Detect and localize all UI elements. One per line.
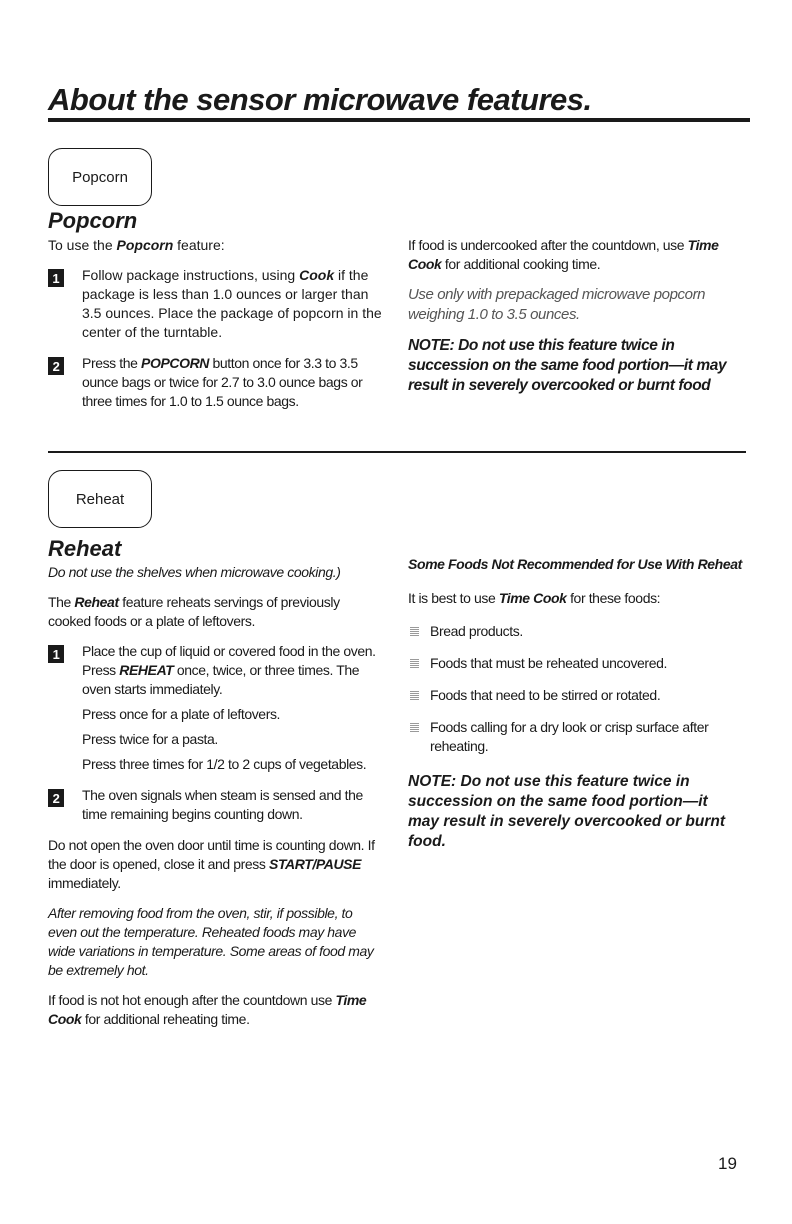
popcorn-step-1-text: Follow package instructions, using Cook if the package is less than 1.0 ounces or larger than 3.5 ounces. Place the package of popcorn in the center of the turntable. — [82, 267, 382, 340]
popcorn-note: NOTE: Do not use this feature twice in succession on the same food portion—it may result in severely overcooked or burnt food — [408, 337, 727, 394]
popcorn-intro: To use the Popcorn feature: — [48, 237, 225, 253]
reheat-after-removing: After removing food from the oven, stir, if possible, to even out the temperature. Reheated foods may have wide variations in temperature. Some areas of food may be extremely hot. — [48, 905, 374, 978]
title-underline — [48, 118, 750, 122]
bullet-icon — [410, 723, 419, 732]
popcorn-step-2-text: Press the POPCORN button once for 3.3 to 3.5 ounce bags or twice for 2.7 to 3.0 ounce bags or three times for 1.0 to 1.5 ounce bags. — [82, 355, 363, 409]
reheat-not-recommended-heading: Some Foods Not Recommended for Use With Reheat — [408, 556, 742, 572]
reheat-time-cook-para: It is best to use Time Cook for these foods: — [408, 590, 661, 606]
popcorn-step-1 — [48, 266, 383, 342]
reheat-right-column — [408, 555, 743, 863]
page-title: About the sensor microwave features. — [48, 82, 592, 117]
reheat-step-2 — [48, 786, 383, 824]
page-number: 19 — [718, 1154, 737, 1173]
popcorn-key-badge — [48, 148, 152, 206]
list-item: Foods calling for a dry look or crisp surface after reheating. — [408, 718, 743, 756]
bullet-icon — [410, 627, 419, 636]
step-number-badge: 2 — [48, 789, 64, 807]
popcorn-key-label: Popcorn — [72, 168, 128, 186]
popcorn-italic-note: Use only with prepackaged microwave popcorn weighing 1.0 to 3.5 ounces. — [408, 286, 706, 323]
reheat-shelf-caution: Do not use the shelves when microwave cooking.) — [48, 564, 341, 580]
reheat-left-column — [48, 563, 383, 1040]
list-item: Foods that need to be stirred or rotated. — [408, 686, 743, 705]
popcorn-undercooked-para: If food is undercooked after the countdown, use Time Cook for additional cooking time. — [408, 237, 719, 272]
list-item: Foods that must be reheated uncovered. — [408, 654, 743, 673]
reheat-step-1-text: Place the cup of liquid or covered food in the oven. Press REHEAT once, twice, or three times. The oven starts immediately. — [82, 643, 376, 697]
bullet-icon — [410, 691, 419, 700]
reheat-heading: Reheat — [48, 536, 122, 561]
reheat-step-1-sub: Press once for a plate of leftovers. — [82, 706, 281, 722]
section-divider — [48, 451, 746, 453]
popcorn-heading: Popcorn — [48, 208, 138, 233]
step-number-badge: 1 — [48, 645, 64, 663]
popcorn-right-column — [408, 236, 738, 407]
reheat-step-1-sub: Press twice for a pasta. — [82, 731, 218, 747]
bullet-icon — [410, 659, 419, 668]
reheat-door-para: Do not open the oven door until time is counting down. If the door is opened, close it and press START/PAUSE immediately. — [48, 837, 375, 891]
step-number-badge: 2 — [48, 357, 64, 375]
reheat-step-1 — [48, 642, 383, 774]
popcorn-left-column — [48, 236, 383, 423]
not-recommended-list — [408, 622, 743, 756]
reheat-step-1-sub: Press three times for 1/2 to 2 cups of vegetables. — [82, 756, 367, 772]
step-number-badge: 1 — [48, 269, 64, 287]
list-item: Bread products. — [408, 622, 743, 641]
reheat-key-badge — [48, 470, 152, 528]
reheat-key-label: Reheat — [75, 490, 125, 508]
reheat-step-2-text: The oven signals when steam is sensed and the time remaining begins counting down. — [82, 787, 363, 822]
reheat-not-hot-para: If food is not hot enough after the countdown use Time Cook for additional reheating time. — [48, 992, 367, 1027]
reheat-note: NOTE: Do not use this feature twice in succession on the same food portion—it may result in severely overcooked or burnt food. — [408, 773, 726, 850]
reheat-intro: The Reheat feature reheats servings of previously cooked foods or a plate of leftovers. — [48, 594, 340, 629]
popcorn-step-2 — [48, 354, 383, 411]
